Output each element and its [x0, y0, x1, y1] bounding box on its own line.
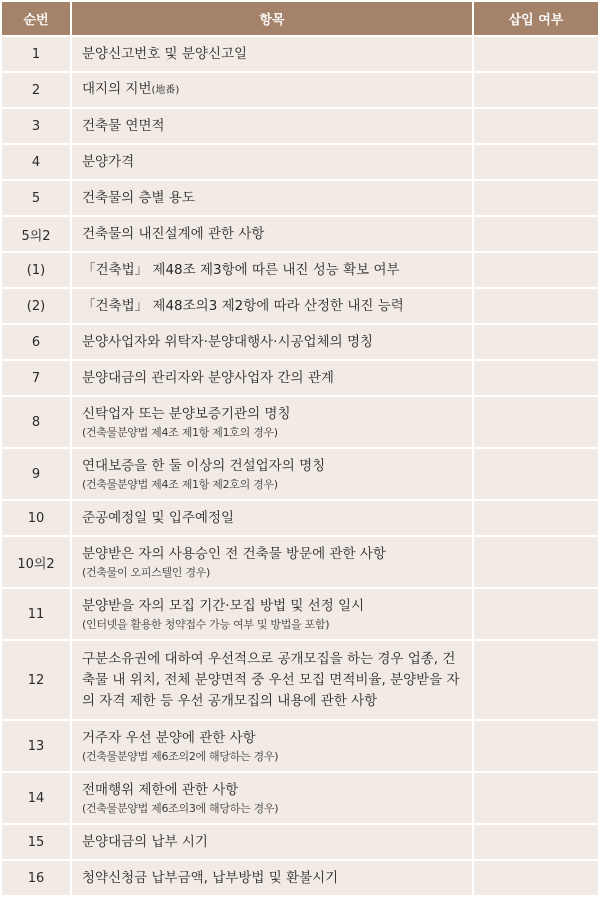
- row-item: [72, 253, 474, 289]
- row-insert-cell[interactable]: [474, 145, 598, 181]
- row-item: [72, 537, 474, 589]
- row-item: [72, 721, 474, 773]
- table-row: [2, 537, 598, 589]
- row-insert-cell[interactable]: [474, 589, 598, 641]
- row-item-main: 분양받은 자의 사용승인 전 건축물 방문에 관한 사항: [82, 546, 386, 562]
- table-row: [2, 325, 598, 361]
- row-item: [72, 217, 474, 253]
- table-row: [2, 589, 598, 641]
- row-no: 12: [2, 641, 72, 721]
- row-item: [72, 397, 474, 449]
- row-insert-cell[interactable]: [474, 861, 598, 897]
- row-item-main: 건축물의 내진설계에 관한 사항: [82, 225, 265, 242]
- row-insert-cell[interactable]: [474, 825, 598, 861]
- row-insert-cell[interactable]: [474, 501, 598, 537]
- row-no: 5: [2, 181, 72, 217]
- row-item: [72, 289, 474, 325]
- row-item-main: 대지의 지번: [82, 81, 152, 97]
- row-insert-cell[interactable]: [474, 253, 598, 289]
- row-insert-cell[interactable]: [474, 181, 598, 217]
- row-item-main: 준공예정일 및 입주예정일: [82, 509, 235, 526]
- row-insert-cell[interactable]: [474, 721, 598, 773]
- row-insert-cell[interactable]: [474, 109, 598, 145]
- row-no: 10: [2, 501, 72, 537]
- row-no: 8: [2, 397, 72, 449]
- row-no: 11: [2, 589, 72, 641]
- row-no: 3: [2, 109, 72, 145]
- row-item: [72, 145, 474, 181]
- row-insert-cell[interactable]: [474, 217, 598, 253]
- row-item: [72, 325, 474, 361]
- row-item: [72, 589, 474, 641]
- row-item-main: 건축물 연면적: [82, 117, 165, 134]
- row-item-note: (건축물이 오피스텔인 경우): [82, 566, 210, 579]
- row-item-note: (건축물분양법 제6조의2에 해당하는 경우): [82, 750, 279, 763]
- row-no: 9: [2, 449, 72, 501]
- table-row: [2, 721, 598, 773]
- row-insert-cell[interactable]: [474, 537, 598, 589]
- row-no: (1): [2, 253, 72, 289]
- row-item-main: 연대보증을 한 둘 이상의 건설업자의 명칭: [82, 458, 326, 474]
- row-no: 1: [2, 37, 72, 73]
- row-item-note: (건축물분양법 제4조 제1항 제1호의 경우): [82, 426, 278, 439]
- table-header-row: [2, 2, 598, 37]
- row-no: (2): [2, 289, 72, 325]
- row-item-main: 전매행위 제한에 관한 사항: [82, 782, 239, 798]
- row-no: 10의2: [2, 537, 72, 589]
- row-no: 14: [2, 773, 72, 825]
- row-no: 6: [2, 325, 72, 361]
- table-row: [2, 145, 598, 181]
- row-no: 15: [2, 825, 72, 861]
- row-item-main: 분양받을 자의 모집 기간·모집 방법 및 선정 일시: [82, 598, 365, 614]
- row-item: [72, 361, 474, 397]
- table-row: [2, 73, 598, 109]
- disclosure-table-wrapper: [2, 2, 598, 897]
- row-item-main: 거주자 우선 분양에 관한 사항: [82, 730, 256, 746]
- row-item-main: 분양신고번호 및 분양신고일: [82, 45, 248, 62]
- table-row: [2, 825, 598, 861]
- table-row: [2, 289, 598, 325]
- row-item-main: 구분소유권에 대하여 우선적으로 공개모집을 하는 경우 업종, 건축물 내 위치, 전체 분양면적 중 우선 모집 면적비율, 분양받을 자의 자격 제한 등 우선 공개모집의 내용에 관한 사항: [82, 650, 460, 709]
- header-item: 항목: [72, 2, 474, 37]
- row-item: [72, 449, 474, 501]
- table-row: [2, 109, 598, 145]
- table-row: [2, 397, 598, 449]
- row-item: [72, 37, 474, 73]
- table-row: [2, 501, 598, 537]
- table-row: [2, 641, 598, 721]
- row-item-main: 청약신청금 납부금액, 납부방법 및 환불시기: [82, 869, 339, 886]
- row-item-hanja: (地番): [151, 85, 180, 96]
- row-no: 5의2: [2, 217, 72, 253]
- table-row: [2, 217, 598, 253]
- row-insert-cell[interactable]: [474, 773, 598, 825]
- row-no: 4: [2, 145, 72, 181]
- row-item-note: (건축물분양법 제4조 제1항 제2호의 경우): [82, 478, 278, 491]
- table-row: [2, 449, 598, 501]
- row-insert-cell[interactable]: [474, 641, 598, 721]
- row-item-main: 건축물의 층별 용도: [82, 189, 195, 206]
- row-item: [72, 501, 474, 537]
- row-item: [72, 861, 474, 897]
- row-no: 13: [2, 721, 72, 773]
- row-item: [72, 773, 474, 825]
- row-item-note: (건축물분양법 제6조의3에 해당하는 경우): [82, 802, 279, 815]
- header-no: 순번: [2, 2, 72, 37]
- disclosure-items-table: [2, 2, 598, 897]
- row-insert-cell[interactable]: [474, 361, 598, 397]
- table-row: [2, 253, 598, 289]
- row-item-note: (인터넷을 활용한 청약접수 가능 여부 및 방법을 포함): [82, 618, 330, 631]
- row-no: 2: [2, 73, 72, 109]
- row-item: [72, 641, 474, 721]
- row-item-main: 「건축법」 제48조 제3항에 따른 내진 성능 확보 여부: [82, 261, 400, 278]
- row-item-main: 「건축법」 제48조의3 제2항에 따라 산정한 내진 능력: [82, 297, 404, 314]
- row-insert-cell[interactable]: [474, 37, 598, 73]
- row-item-main: 분양대금의 관리자와 분양사업자 간의 관계: [82, 369, 334, 386]
- row-item: [72, 825, 474, 861]
- table-row: [2, 361, 598, 397]
- table-row: [2, 181, 598, 217]
- row-insert-cell[interactable]: [474, 73, 598, 109]
- row-item: [72, 181, 474, 217]
- row-insert-cell[interactable]: [474, 397, 598, 449]
- row-item: [72, 73, 474, 109]
- row-item: [72, 109, 474, 145]
- row-no: 16: [2, 861, 72, 897]
- row-insert-cell[interactable]: [474, 449, 598, 501]
- row-item-main: 분양대금의 납부 시기: [82, 833, 208, 850]
- row-item-main: 분양사업자와 위탁자·분양대행사·시공업체의 명칭: [82, 333, 374, 350]
- row-no: 7: [2, 361, 72, 397]
- table-row: [2, 37, 598, 73]
- table-row: [2, 773, 598, 825]
- row-insert-cell[interactable]: [474, 289, 598, 325]
- row-item-main: 신탁업자 또는 분양보증기관의 명칭: [82, 406, 291, 422]
- row-item-main: 분양가격: [82, 153, 135, 170]
- row-insert-cell[interactable]: [474, 325, 598, 361]
- header-insert: 삽입 여부: [474, 2, 598, 37]
- table-row: [2, 861, 598, 897]
